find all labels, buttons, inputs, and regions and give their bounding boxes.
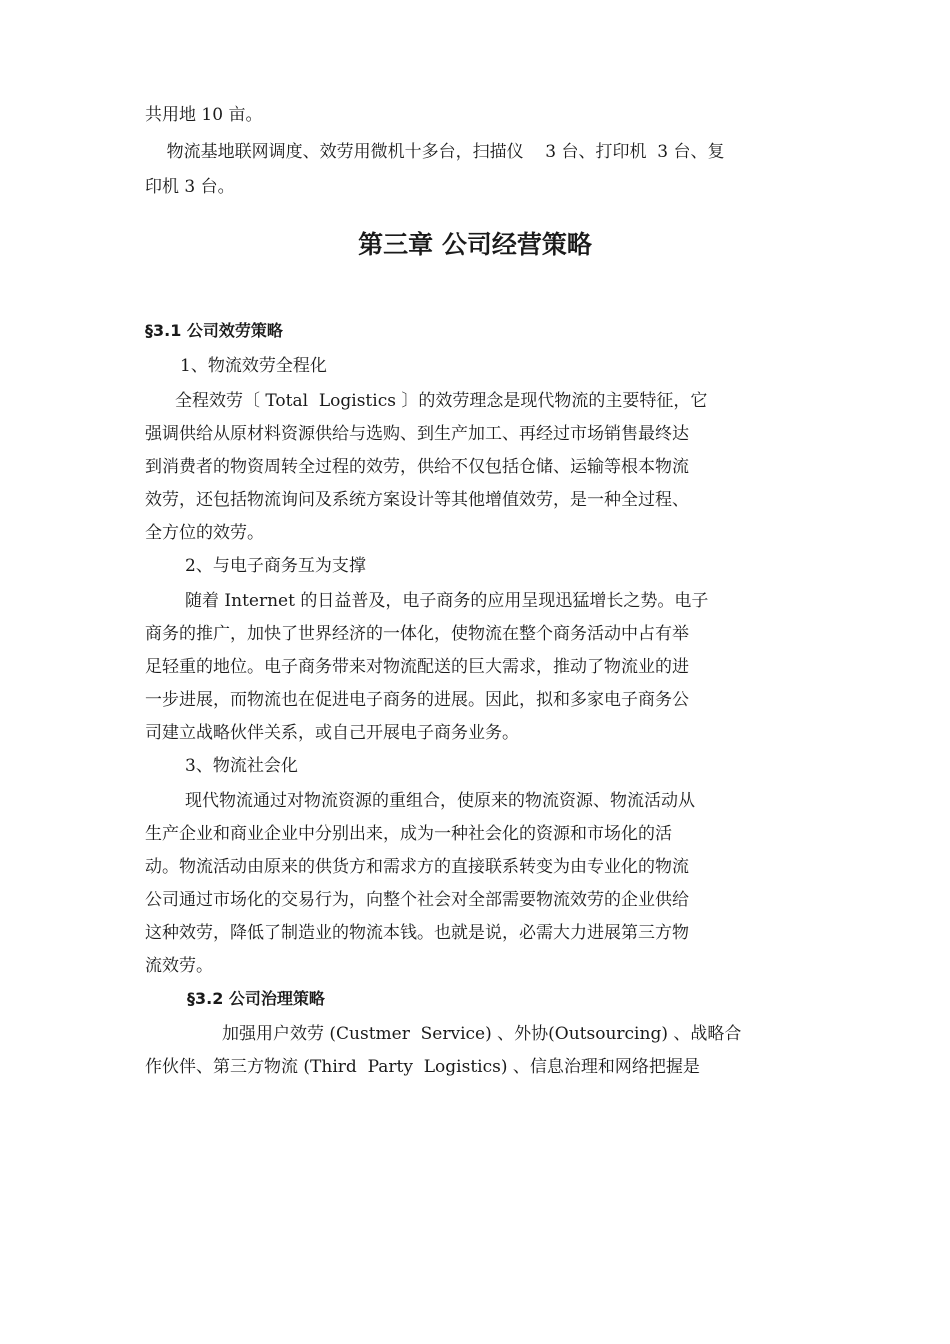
section-heading-3-1: §3.1 公司效劳策略: [145, 321, 283, 340]
item-2-line-4: 一步进展，而物流也在促进电子商务的进展。因此，拟和多家电子商务公: [145, 690, 689, 710]
item-1-heading: 1、物流效劳全程化: [180, 356, 327, 376]
item-2-heading: 2、与电子商务互为支撑: [185, 556, 366, 576]
item-2-line-5: 司建立战略伙伴关系，或自己开展电子商务业务。: [145, 723, 519, 743]
intro-line-2: 物流基地联网调度、效劳用微机十多台，扫描仪 3 台、打印机 3 台、复: [145, 142, 725, 162]
item-1-line-4: 效劳，还包括物流询问及系统方案设计等其他增值效劳，是一种全过程、: [145, 490, 689, 510]
item-1-line-1: 全程效劳〔 Total Logistics 〕的效劳理念是现代物流的主要特征，它: [175, 391, 708, 411]
item-3-line-2: 生产企业和商业企业中分别出来，成为一种社会化的资源和市场化的活: [145, 824, 672, 844]
item-3-line-1: 现代物流通过对物流资源的重组合，使原来的物流资源、物流活动从: [185, 791, 695, 811]
intro-line-3: 印机 3 台。: [145, 177, 235, 197]
item-3-line-4: 公司通过市场化的交易行为，向整个社会对全部需要物流效劳的企业供给: [145, 890, 689, 910]
item-3-line-5: 这种效劳，降低了制造业的物流本钱。也就是说，必需大力进展第三方物: [145, 923, 689, 943]
section-2-line-1: 加强用户效劳 (Custmer Service) 、外协(Outsourcing) 、战略合: [222, 1024, 742, 1044]
chapter-title: 第三章 公司经营策略: [358, 230, 592, 259]
section-2-line-2: 作伙伴、第三方物流 (Third Party Logistics) 、信息治理和网络把握是: [145, 1057, 700, 1077]
item-1-line-5: 全方位的效劳。: [145, 523, 264, 543]
item-3-heading: 3、物流社会化: [185, 756, 298, 776]
item-1-line-2: 强调供给从原材料资源供给与选购、到生产加工、再经过市场销售最终达: [145, 424, 689, 444]
intro-line-1: 共用地 10 亩。: [145, 105, 263, 125]
section-heading-3-2: §3.2 公司治理策略: [187, 989, 325, 1008]
item-2-line-2: 商务的推广，加快了世界经济的一体化，使物流在整个商务活动中占有举: [145, 624, 689, 644]
item-2-line-1: 随着 Internet 的日益普及，电子商务的应用呈现迅猛增长之势。电子: [185, 591, 709, 611]
item-3-line-3: 动。物流活动由原来的供货方和需求方的直接联系转变为由专业化的物流: [145, 857, 689, 877]
item-3-line-6: 流效劳。: [145, 956, 213, 976]
item-2-line-3: 足轻重的地位。电子商务带来对物流配送的巨大需求，推动了物流业的进: [145, 657, 689, 677]
item-1-line-3: 到消费者的物资周转全过程的效劳，供给不仅包括仓储、运输等根本物流: [145, 457, 689, 477]
